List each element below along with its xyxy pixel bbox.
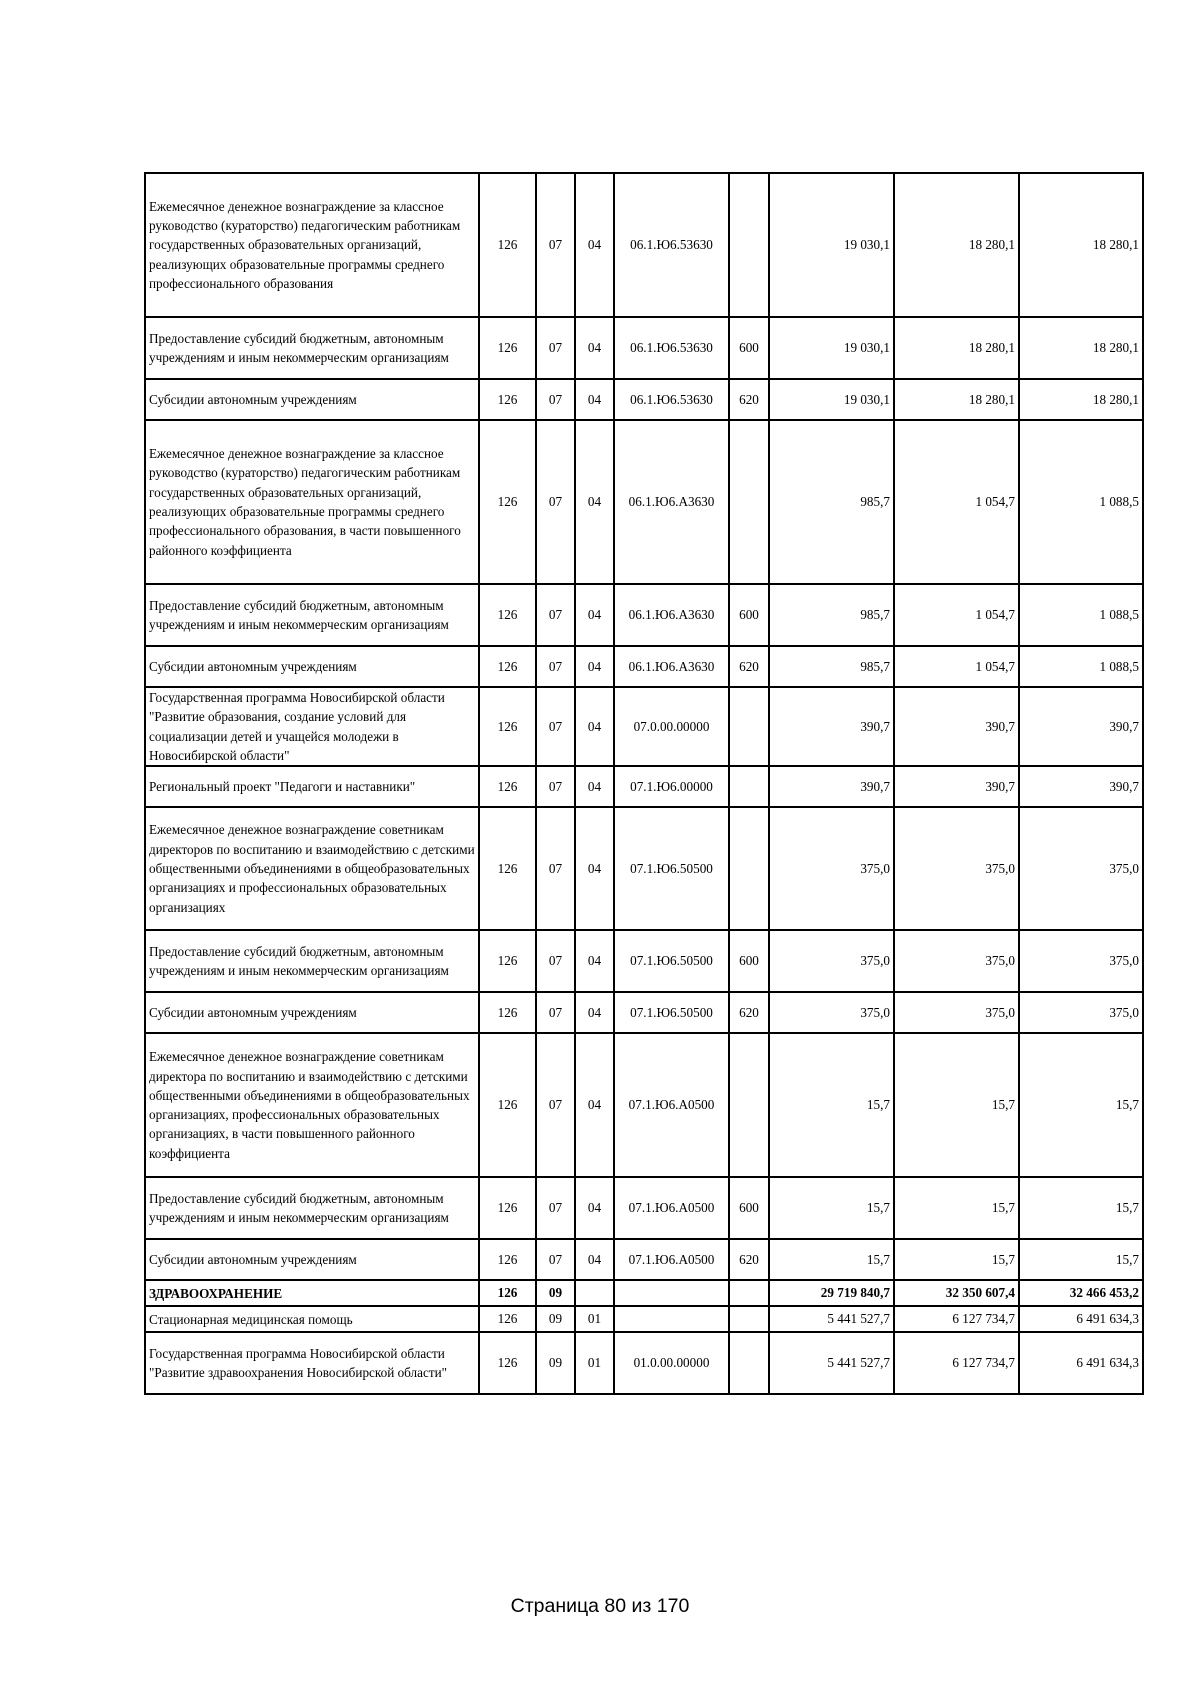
table-row — [145, 1280, 1143, 1306]
cell-vr — [729, 807, 769, 930]
cell-csr: 07.0.00.00000 — [614, 687, 729, 766]
cell-amount-2: 6 127 734,7 — [894, 1306, 1019, 1332]
cell-csr — [614, 1280, 729, 1306]
cell-amount-1: 5 441 527,7 — [769, 1306, 894, 1332]
cell-amount-2: 15,7 — [894, 1177, 1019, 1239]
cell-rz: 07 — [536, 420, 575, 584]
cell-gr: 126 — [479, 1177, 536, 1239]
cell-amount-1: 985,7 — [769, 420, 894, 584]
cell-csr: 07.1.Ю6.А0500 — [614, 1239, 729, 1280]
cell-name: Региональный проект "Педагоги и наставники" — [145, 766, 479, 807]
cell-amount-2: 375,0 — [894, 807, 1019, 930]
cell-vr — [729, 1332, 769, 1394]
cell-name: Предоставление субсидий бюджетным, автономным учреждениям и иным некоммерческим организациям — [145, 1177, 479, 1239]
cell-amount-2: 18 280,1 — [894, 173, 1019, 317]
cell-rz: 07 — [536, 173, 575, 317]
cell-amount-2: 15,7 — [894, 1033, 1019, 1177]
cell-csr: 07.1.Ю6.50500 — [614, 992, 729, 1033]
cell-rz: 07 — [536, 1177, 575, 1239]
cell-amount-1: 375,0 — [769, 930, 894, 992]
cell-csr: 06.1.Ю6.А3630 — [614, 420, 729, 584]
cell-gr: 126 — [479, 646, 536, 687]
cell-csr: 07.1.Ю6.А0500 — [614, 1033, 729, 1177]
cell-amount-1: 5 441 527,7 — [769, 1332, 894, 1394]
cell-pr: 04 — [575, 1239, 614, 1280]
cell-vr: 620 — [729, 1239, 769, 1280]
cell-amount-2: 375,0 — [894, 930, 1019, 992]
cell-amount-2: 1 054,7 — [894, 646, 1019, 687]
cell-rz: 07 — [536, 584, 575, 646]
cell-gr: 126 — [479, 1280, 536, 1306]
cell-amount-3: 390,7 — [1019, 687, 1143, 766]
cell-amount-3: 15,7 — [1019, 1033, 1143, 1177]
cell-amount-3: 1 088,5 — [1019, 646, 1143, 687]
cell-gr: 126 — [479, 687, 536, 766]
cell-amount-2: 390,7 — [894, 766, 1019, 807]
cell-vr: 600 — [729, 317, 769, 379]
cell-name: Субсидии автономным учреждениям — [145, 992, 479, 1033]
cell-amount-3: 1 088,5 — [1019, 420, 1143, 584]
cell-rz: 07 — [536, 1239, 575, 1280]
cell-pr: 04 — [575, 992, 614, 1033]
cell-gr: 126 — [479, 992, 536, 1033]
cell-gr: 126 — [479, 807, 536, 930]
cell-csr: 06.1.Ю6.53630 — [614, 379, 729, 420]
table-row — [145, 173, 1143, 317]
cell-vr — [729, 1306, 769, 1332]
cell-rz: 07 — [536, 1033, 575, 1177]
cell-pr: 04 — [575, 317, 614, 379]
cell-amount-1: 375,0 — [769, 992, 894, 1033]
budget-table — [144, 172, 1144, 1395]
cell-amount-1: 19 030,1 — [769, 317, 894, 379]
table-row — [145, 687, 1143, 766]
cell-amount-3: 15,7 — [1019, 1177, 1143, 1239]
cell-pr: 04 — [575, 930, 614, 992]
cell-amount-3: 390,7 — [1019, 766, 1143, 807]
cell-vr: 620 — [729, 646, 769, 687]
cell-amount-2: 1 054,7 — [894, 584, 1019, 646]
cell-gr: 126 — [479, 420, 536, 584]
cell-csr: 06.1.Ю6.А3630 — [614, 584, 729, 646]
cell-name: Ежемесячное денежное вознаграждение советникам директора по воспитанию и взаимодействию с детскими общественными объединениями в общеобразовательных организациях, профессиональных образовательных организациях, в части повышенного районного коэффициента — [145, 1033, 479, 1177]
cell-vr — [729, 766, 769, 807]
cell-rz: 07 — [536, 807, 575, 930]
cell-rz: 09 — [536, 1306, 575, 1332]
table-row — [145, 1239, 1143, 1280]
cell-amount-3: 375,0 — [1019, 992, 1143, 1033]
table-body — [145, 173, 1143, 1394]
cell-rz: 07 — [536, 687, 575, 766]
table-row — [145, 1332, 1143, 1394]
cell-name: Субсидии автономным учреждениям — [145, 646, 479, 687]
cell-gr: 126 — [479, 584, 536, 646]
cell-amount-2: 18 280,1 — [894, 317, 1019, 379]
cell-csr: 07.1.Ю6.50500 — [614, 930, 729, 992]
cell-amount-1: 375,0 — [769, 807, 894, 930]
cell-amount-2: 32 350 607,4 — [894, 1280, 1019, 1306]
cell-amount-3: 375,0 — [1019, 807, 1143, 930]
cell-name: ЗДРАВООХРАНЕНИЕ — [145, 1280, 479, 1306]
cell-gr: 126 — [479, 1239, 536, 1280]
cell-rz: 07 — [536, 930, 575, 992]
cell-pr: 04 — [575, 1177, 614, 1239]
cell-rz: 07 — [536, 992, 575, 1033]
cell-amount-2: 18 280,1 — [894, 379, 1019, 420]
cell-gr: 126 — [479, 930, 536, 992]
cell-pr: 04 — [575, 766, 614, 807]
table-row — [145, 992, 1143, 1033]
cell-csr: 07.1.Ю6.50500 — [614, 807, 729, 930]
cell-csr: 06.1.Ю6.53630 — [614, 317, 729, 379]
cell-amount-1: 390,7 — [769, 687, 894, 766]
cell-name: Государственная программа Новосибирской области "Развитие образования, создание условий для социализации детей и учащейся молодежи в Новосибирской области" — [145, 687, 479, 766]
cell-vr: 620 — [729, 992, 769, 1033]
cell-amount-2: 390,7 — [894, 687, 1019, 766]
cell-vr — [729, 1280, 769, 1306]
table-row — [145, 420, 1143, 584]
cell-amount-3: 375,0 — [1019, 930, 1143, 992]
cell-rz: 09 — [536, 1332, 575, 1394]
cell-gr: 126 — [479, 379, 536, 420]
cell-csr: 06.1.Ю6.53630 — [614, 173, 729, 317]
cell-name: Ежемесячное денежное вознаграждение советникам директоров по воспитанию и взаимодействию с детскими общественными объединениями в общеобразовательных организациях и профессиональных образовательных организациях — [145, 807, 479, 930]
cell-amount-1: 390,7 — [769, 766, 894, 807]
table-row — [145, 379, 1143, 420]
cell-vr: 600 — [729, 584, 769, 646]
cell-csr: 06.1.Ю6.А3630 — [614, 646, 729, 687]
cell-rz: 07 — [536, 317, 575, 379]
cell-amount-1: 29 719 840,7 — [769, 1280, 894, 1306]
cell-name: Субсидии автономным учреждениям — [145, 379, 479, 420]
cell-gr: 126 — [479, 1033, 536, 1177]
cell-pr: 04 — [575, 646, 614, 687]
cell-csr: 07.1.Ю6.А0500 — [614, 1177, 729, 1239]
cell-vr — [729, 173, 769, 317]
cell-amount-3: 18 280,1 — [1019, 379, 1143, 420]
cell-vr — [729, 420, 769, 584]
table-row — [145, 766, 1143, 807]
cell-amount-2: 375,0 — [894, 992, 1019, 1033]
cell-amount-3: 18 280,1 — [1019, 173, 1143, 317]
cell-pr — [575, 1280, 614, 1306]
cell-csr: 01.0.00.00000 — [614, 1332, 729, 1394]
cell-amount-3: 1 088,5 — [1019, 584, 1143, 646]
cell-name: Предоставление субсидий бюджетным, автономным учреждениям и иным некоммерческим организациям — [145, 317, 479, 379]
cell-amount-2: 6 127 734,7 — [894, 1332, 1019, 1394]
cell-amount-2: 1 054,7 — [894, 420, 1019, 584]
cell-csr — [614, 1306, 729, 1332]
table-row — [145, 807, 1143, 930]
table-row — [145, 1177, 1143, 1239]
cell-name: Субсидии автономным учреждениям — [145, 1239, 479, 1280]
cell-vr: 600 — [729, 1177, 769, 1239]
cell-vr: 620 — [729, 379, 769, 420]
cell-amount-2: 15,7 — [894, 1239, 1019, 1280]
cell-gr: 126 — [479, 766, 536, 807]
cell-csr: 07.1.Ю6.00000 — [614, 766, 729, 807]
cell-amount-3: 6 491 634,3 — [1019, 1332, 1143, 1394]
cell-pr: 04 — [575, 173, 614, 317]
cell-amount-3: 18 280,1 — [1019, 317, 1143, 379]
cell-amount-1: 19 030,1 — [769, 379, 894, 420]
cell-amount-1: 19 030,1 — [769, 173, 894, 317]
cell-amount-1: 15,7 — [769, 1033, 894, 1177]
cell-pr: 04 — [575, 379, 614, 420]
cell-pr: 01 — [575, 1306, 614, 1332]
cell-name: Государственная программа Новосибирской области "Развитие здравоохранения Новосибирской области" — [145, 1332, 479, 1394]
table-row — [145, 646, 1143, 687]
cell-rz: 07 — [536, 379, 575, 420]
cell-amount-1: 15,7 — [769, 1239, 894, 1280]
cell-pr: 04 — [575, 1033, 614, 1177]
cell-vr — [729, 687, 769, 766]
cell-gr: 126 — [479, 1306, 536, 1332]
cell-pr: 04 — [575, 584, 614, 646]
cell-gr: 126 — [479, 1332, 536, 1394]
cell-name: Ежемесячное денежное вознаграждение за классное руководство (кураторство) педагогическим работникам государственных образовательных организаций, реализующих образовательные программы среднего профессионального образования, в части повышенного районного коэффициента — [145, 420, 479, 584]
cell-gr: 126 — [479, 173, 536, 317]
table-row — [145, 1306, 1143, 1332]
cell-vr: 600 — [729, 930, 769, 992]
cell-rz: 07 — [536, 766, 575, 807]
cell-name: Предоставление субсидий бюджетным, автономным учреждениям и иным некоммерческим организациям — [145, 584, 479, 646]
cell-vr — [729, 1033, 769, 1177]
page-footer: Страница 80 из 170 — [510, 1595, 690, 1617]
table-row — [145, 317, 1143, 379]
cell-amount-1: 985,7 — [769, 584, 894, 646]
cell-amount-3: 6 491 634,3 — [1019, 1306, 1143, 1332]
cell-amount-3: 15,7 — [1019, 1239, 1143, 1280]
cell-name: Предоставление субсидий бюджетным, автономным учреждениям и иным некоммерческим организациям — [145, 930, 479, 992]
cell-rz: 09 — [536, 1280, 575, 1306]
table-row — [145, 930, 1143, 992]
table-row — [145, 584, 1143, 646]
table-row — [145, 1033, 1143, 1177]
cell-amount-1: 985,7 — [769, 646, 894, 687]
cell-gr: 126 — [479, 317, 536, 379]
cell-pr: 01 — [575, 1332, 614, 1394]
cell-pr: 04 — [575, 807, 614, 930]
cell-rz: 07 — [536, 646, 575, 687]
cell-amount-1: 15,7 — [769, 1177, 894, 1239]
cell-name: Ежемесячное денежное вознаграждение за классное руководство (кураторство) педагогическим работникам государственных образовательных организаций, реализующих образовательные программы среднего профессионального образования — [145, 173, 479, 317]
cell-amount-3: 32 466 453,2 — [1019, 1280, 1143, 1306]
cell-name: Стационарная медицинская помощь — [145, 1306, 479, 1332]
cell-pr: 04 — [575, 420, 614, 584]
cell-pr: 04 — [575, 687, 614, 766]
